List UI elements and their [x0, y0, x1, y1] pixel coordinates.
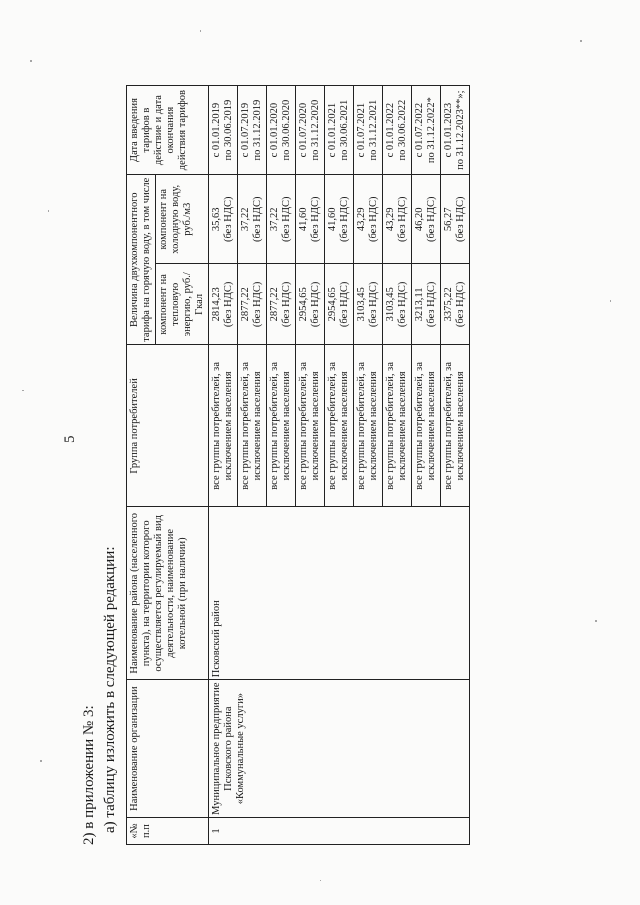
tariff-period: [383, 86, 412, 175]
date-from: с 01.01.2019: [211, 102, 222, 158]
date-from: с 01.07.2020: [298, 102, 309, 158]
scan-speck: [40, 760, 42, 762]
heat-component: [441, 264, 470, 345]
heat-value: 2877,22: [240, 287, 251, 322]
tariff-period: [296, 86, 325, 175]
water-component: [441, 175, 470, 264]
water-component: [412, 175, 441, 264]
area-name: Псковский район: [209, 507, 470, 680]
consumer-group: все группы потребителей, за исключением населения: [383, 345, 412, 507]
consumer-group: все группы потребителей, за исключением населения: [354, 345, 383, 507]
date-from: с 01.01.2022: [385, 102, 396, 158]
consumer-group: все группы потребителей, за исключением населения: [267, 345, 296, 507]
row-number: 1: [209, 818, 470, 845]
date-to: по 31.12.2022*: [426, 97, 437, 164]
tariff-period: [441, 86, 470, 175]
water-value: 41,60: [298, 207, 309, 232]
heat-component: [238, 264, 267, 345]
scan-speck: [48, 210, 49, 212]
heat-value: 3103,45: [385, 287, 396, 322]
water-value: 56,27: [443, 207, 454, 232]
date-to: по 30.06.2022: [397, 99, 408, 161]
heat-component: [325, 264, 354, 345]
tariff-period: [412, 86, 441, 175]
scan-speck: [580, 40, 582, 42]
vat-note: (без НДС): [455, 196, 466, 243]
tariff-period: [267, 86, 296, 175]
vat-note: (без НДС): [252, 196, 263, 243]
water-component: [267, 175, 296, 264]
water-component: [296, 175, 325, 264]
heat-component: [383, 264, 412, 345]
date-from: с 01.01.2023: [443, 102, 454, 158]
vat-note: (без НДС): [281, 281, 292, 328]
date-to: по 31.12.2021: [368, 99, 379, 161]
organization-name: Муниципальное предприятие Псковского района «Коммунальные услуги»: [209, 680, 470, 818]
header-heat-component: компонент на тепловую энергию, руб./Гкал: [156, 264, 209, 345]
date-to: по 30.06.2021: [339, 99, 350, 161]
vat-note: (без НДС): [426, 196, 437, 243]
vat-note: (без НДС): [223, 281, 234, 328]
vat-note: (без НДС): [368, 196, 379, 243]
heat-value: 3213,11: [414, 287, 425, 322]
vat-note: (без НДС): [339, 281, 350, 328]
water-value: 43,29: [356, 207, 367, 232]
date-from: с 01.07.2022: [414, 102, 425, 158]
heat-value: 2954,65: [298, 287, 309, 322]
water-value: 41,60: [327, 207, 338, 232]
water-component: [209, 175, 238, 264]
header-group: Группа потребителей: [127, 345, 209, 507]
vat-note: (без НДС): [397, 196, 408, 243]
date-to: по 30.06.2020: [281, 99, 292, 161]
vat-note: (без НДС): [223, 196, 234, 243]
section-subheading: а) таблицу изложить в следующей редакции:: [102, 546, 118, 833]
header-org: Наименование организации: [127, 680, 209, 818]
heat-value: 2954,65: [327, 287, 338, 322]
table-row: [209, 86, 238, 845]
consumer-group: все группы потребителей, за исключением населения: [325, 345, 354, 507]
heat-component: [354, 264, 383, 345]
tariff-period: [354, 86, 383, 175]
date-from: с 01.07.2021: [356, 102, 367, 158]
scan-speck: [595, 620, 597, 622]
header-area: Наименование района (населенного пункта), на территории которого осуществляется регулируемый вид деятельности, наименование котельной (при наличии): [127, 507, 209, 680]
vat-note: (без НДС): [368, 281, 379, 328]
date-to: по 31.12.2023**»;: [455, 90, 466, 170]
scan-speck: [30, 60, 32, 62]
rotated-content: [80, 65, 560, 845]
header-num: «№ п.п: [127, 818, 209, 845]
scan-speck: [320, 880, 321, 881]
vat-note: (без НДС): [397, 281, 408, 328]
heat-component: [267, 264, 296, 345]
header-date: Дата введения тарифов в действие и дата окончания действия тарифов: [127, 86, 209, 175]
scan-speck: [200, 30, 201, 32]
tariff-table: [126, 85, 470, 845]
table-header-row: [127, 86, 156, 845]
vat-note: (без НДС): [310, 196, 321, 243]
consumer-group: все группы потребителей, за исключением населения: [238, 345, 267, 507]
heat-value: 3103,45: [356, 287, 367, 322]
vat-note: (без НДС): [426, 281, 437, 328]
date-from: с 01.07.2019: [240, 102, 251, 158]
heat-value: 3375,22: [443, 287, 454, 322]
consumer-group: все группы потребителей, за исключением населения: [296, 345, 325, 507]
heat-value: 2814,23: [211, 287, 222, 322]
vat-note: (без НДС): [281, 196, 292, 243]
scan-speck: [22, 390, 24, 391]
water-value: 37,22: [269, 207, 280, 232]
tariff-period: [209, 86, 238, 175]
water-value: 35,63: [211, 207, 222, 232]
consumer-group: все группы потребителей, за исключением населения: [441, 345, 470, 507]
date-to: по 31.12.2020: [310, 99, 321, 161]
water-component: [325, 175, 354, 264]
vat-note: (без НДС): [339, 196, 350, 243]
water-component: [354, 175, 383, 264]
water-value: 43,29: [385, 207, 396, 232]
vat-note: (без НДС): [252, 281, 263, 328]
vat-note: (без НДС): [310, 281, 321, 328]
heat-component: [412, 264, 441, 345]
vat-note: (без НДС): [455, 281, 466, 328]
tariff-period: [325, 86, 354, 175]
heat-component: [296, 264, 325, 345]
date-from: с 01.01.2020: [269, 102, 280, 158]
date-to: по 31.12.2019: [252, 99, 263, 161]
page-number: 5: [62, 435, 78, 443]
tariff-period: [238, 86, 267, 175]
header-water-component: компонент на холодную воду, руб./м3: [156, 175, 209, 264]
water-value: 37,22: [240, 207, 251, 232]
header-tariff: Величина двухкомпонентного тарифа на горячую воду, в том числе: [127, 175, 156, 345]
heat-value: 2877,22: [269, 287, 280, 322]
water-component: [383, 175, 412, 264]
water-value: 46,20: [414, 207, 425, 232]
heat-component: [209, 264, 238, 345]
date-to: по 30.06.2019: [223, 99, 234, 161]
date-from: с 01.01.2021: [327, 102, 338, 158]
consumer-group: все группы потребителей, за исключением населения: [412, 345, 441, 507]
water-component: [238, 175, 267, 264]
scan-speck: [610, 300, 611, 302]
section-heading: 2) в приложении № 3:: [81, 705, 97, 845]
consumer-group: все группы потребителей, за исключением населения: [209, 345, 238, 507]
